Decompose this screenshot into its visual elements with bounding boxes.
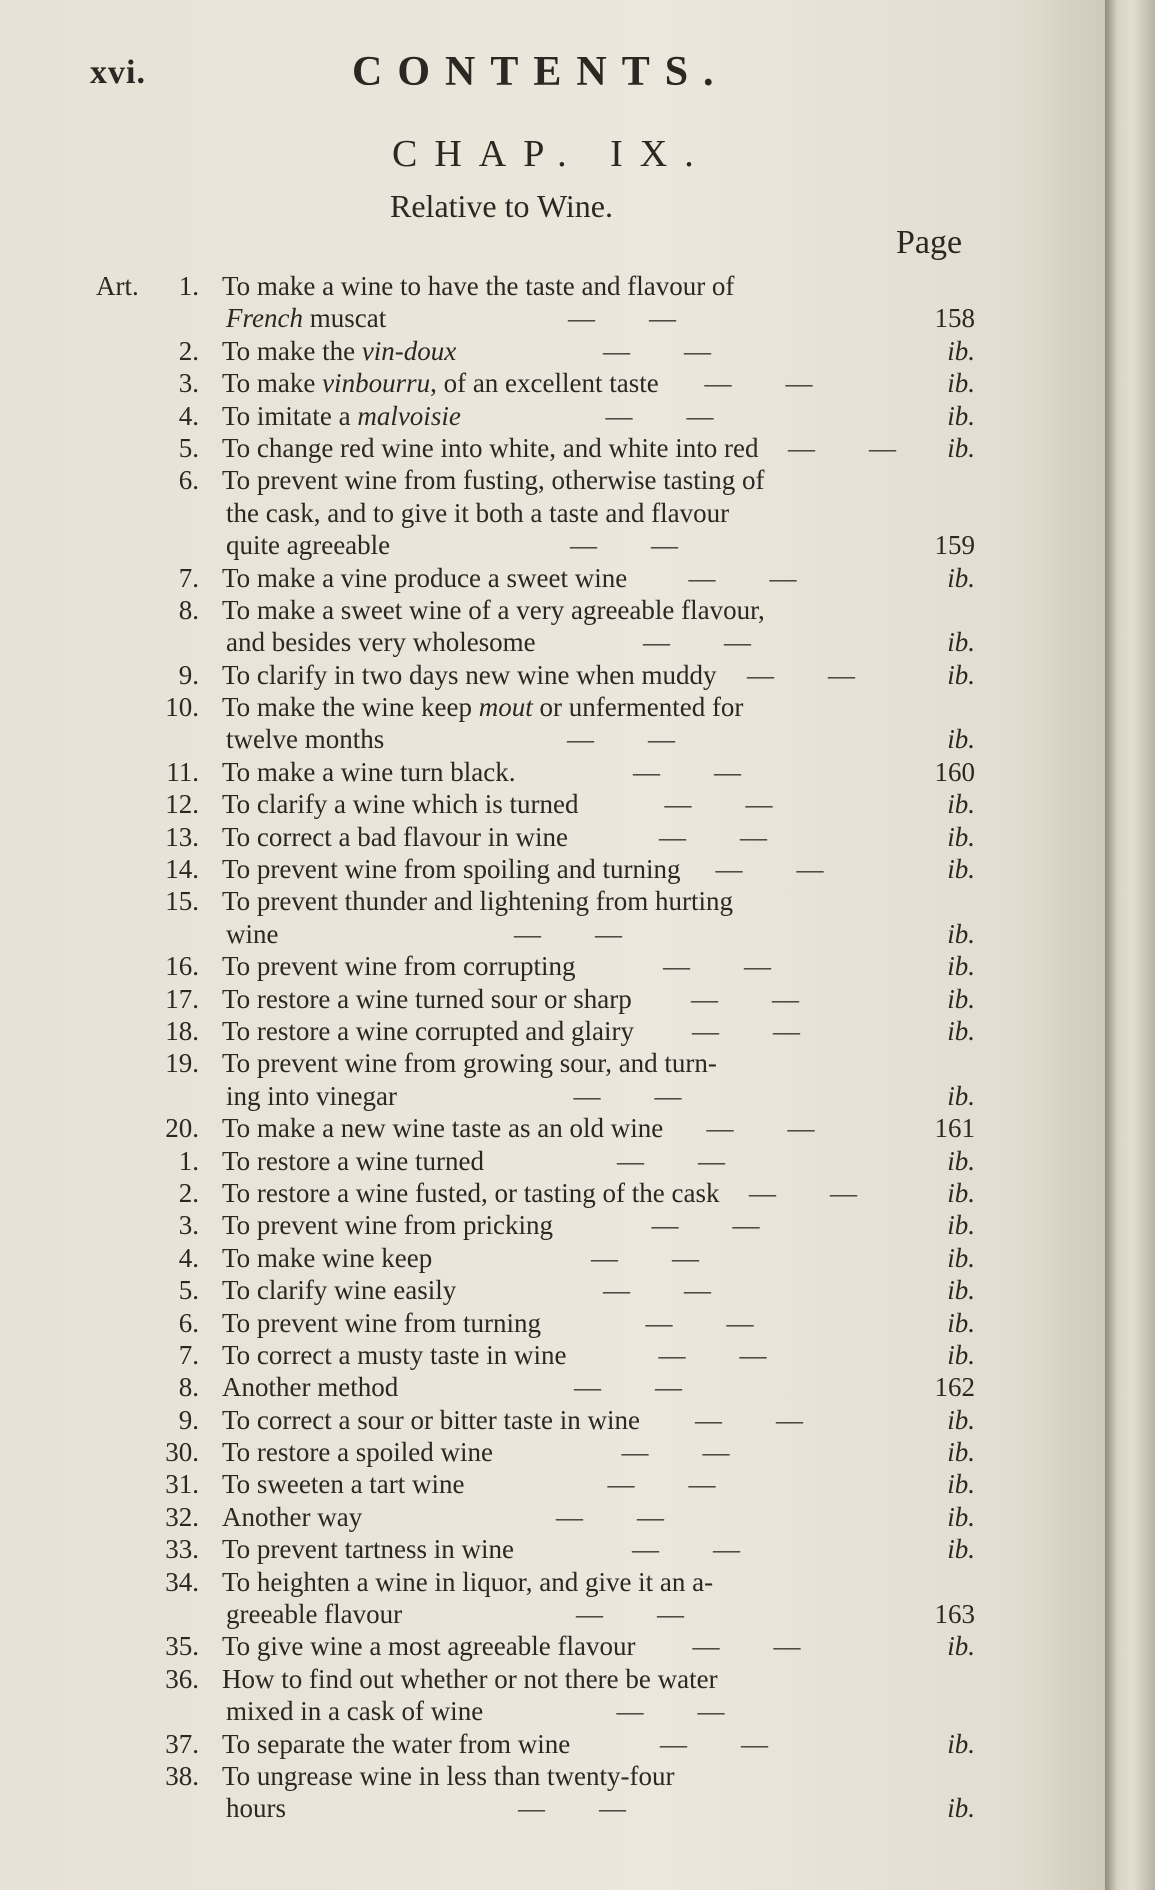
page-reference: ib. xyxy=(947,1728,975,1759)
leader-dashes: — — xyxy=(788,432,896,463)
entry-title: To make vinbourru, of an excellent taste xyxy=(222,368,659,399)
leader-dashes: — — xyxy=(659,821,767,852)
article-number: 3. xyxy=(178,368,199,399)
article-number: 2. xyxy=(178,1177,199,1208)
entry-line xyxy=(0,497,1105,529)
leader-dashes: — — xyxy=(706,1113,815,1144)
leader-dashes: — — xyxy=(691,983,799,1014)
page-reference: 162 xyxy=(934,1372,975,1403)
entry-line xyxy=(0,1112,1105,1144)
leader-dashes: — — xyxy=(567,724,675,755)
entry-title: mixed in a cask of wine xyxy=(226,1696,484,1727)
page-reference: ib. xyxy=(947,1534,975,1565)
page-reference: ib. xyxy=(947,1501,975,1532)
article-number: 2. xyxy=(178,335,199,366)
entry-line xyxy=(0,723,1105,755)
leader-dashes: — — xyxy=(664,789,773,820)
page-reference: ib. xyxy=(947,1242,975,1273)
entry-line xyxy=(0,270,1105,302)
contents-entry xyxy=(0,885,1105,950)
page-reference: 163 xyxy=(934,1599,975,1630)
entry-line xyxy=(0,529,1105,561)
leader-dashes: — — xyxy=(556,1501,664,1532)
entry-title: To make wine keep xyxy=(222,1242,433,1273)
contents-list xyxy=(0,270,1105,1825)
page-reference: ib. xyxy=(947,1177,975,1208)
leader-dashes: — — xyxy=(651,1210,760,1241)
entry-line xyxy=(0,950,1105,982)
entry-title: To prevent wine from spoiling and turning xyxy=(222,854,681,885)
contents-entry xyxy=(0,1663,1105,1728)
page-number: xvi. xyxy=(90,54,146,91)
contents-entry xyxy=(0,1209,1105,1241)
contents-entry xyxy=(0,1566,1105,1631)
entry-line xyxy=(0,1177,1105,1209)
leader-dashes: — — xyxy=(605,400,714,431)
contents-entry xyxy=(0,1404,1105,1436)
article-number: 5. xyxy=(178,432,199,463)
entry-title: twelve months xyxy=(226,724,385,755)
entry-title: To make a wine turn black. xyxy=(222,756,516,787)
entry-title: and besides very wholesome xyxy=(226,627,536,658)
leader-dashes: — — xyxy=(692,1015,800,1046)
entry-title: To restore a wine turned sour or sharp xyxy=(222,983,632,1014)
article-number: 4. xyxy=(178,1242,199,1273)
article-number: 5. xyxy=(178,1275,199,1306)
entry-line xyxy=(0,1307,1105,1339)
chapter-heading: CHAP. IX. xyxy=(392,133,711,175)
running-head xyxy=(0,48,1105,108)
entry-title: To correct a sour or bitter taste in wine xyxy=(222,1404,640,1435)
contents-entry xyxy=(0,853,1105,885)
page-reference: ib. xyxy=(947,1339,975,1370)
entry-title: To prevent tartness in wine xyxy=(222,1534,515,1565)
page-reference: 158 xyxy=(934,303,975,334)
leader-dashes: — — xyxy=(692,1631,801,1662)
entry-title: To clarify wine easily xyxy=(222,1275,457,1306)
page-reference: ib. xyxy=(947,1145,975,1176)
entry-title: To make a vine produce a sweet wine xyxy=(222,562,628,593)
entry-line xyxy=(0,1339,1105,1371)
contents-entry xyxy=(0,1047,1105,1112)
article-number: 34. xyxy=(165,1566,199,1597)
entry-line xyxy=(0,432,1105,464)
entry-title: To correct a bad flavour in wine xyxy=(222,821,568,852)
contents-entry xyxy=(0,1533,1105,1565)
entry-title: To prevent wine from growing sour, and turn- xyxy=(222,1048,717,1079)
contents-entry xyxy=(0,659,1105,691)
article-number: 19. xyxy=(165,1048,199,1079)
entry-title: To restore a wine fusted, or tasting of the cask xyxy=(222,1177,720,1208)
leader-dashes: — — xyxy=(607,1469,716,1500)
contents-entry xyxy=(0,270,1105,335)
leader-dashes: — — xyxy=(658,1339,767,1370)
leader-dashes: — — xyxy=(632,1534,740,1565)
contents-entry xyxy=(0,821,1105,853)
article-number: 3. xyxy=(178,1210,199,1241)
contents-entry xyxy=(0,1112,1105,1144)
contents-entry xyxy=(0,1728,1105,1760)
entry-line xyxy=(0,1663,1105,1695)
entry-line xyxy=(0,1436,1105,1468)
page-reference: ib. xyxy=(947,432,975,463)
entry-line xyxy=(0,1242,1105,1274)
page-reference: ib. xyxy=(947,659,975,690)
entry-line xyxy=(0,464,1105,496)
entry-title: To make a new wine taste as an old wine xyxy=(222,1113,664,1144)
entry-title: To prevent wine from corrupting xyxy=(222,951,576,982)
article-number: 17. xyxy=(165,983,199,1014)
page-reference: ib. xyxy=(947,724,975,755)
entry-line xyxy=(0,562,1105,594)
page-reference: ib. xyxy=(947,1469,975,1500)
entry-title: hours xyxy=(226,1793,286,1824)
article-number: 7. xyxy=(178,562,199,593)
leader-dashes: — — xyxy=(616,1696,725,1727)
page-reference: ib. xyxy=(947,335,975,366)
article-number: 33. xyxy=(165,1534,199,1565)
leader-dashes: — — xyxy=(573,1080,682,1111)
entry-line xyxy=(0,1598,1105,1630)
leader-dashes: — — xyxy=(570,530,678,561)
page-reference: ib. xyxy=(947,1404,975,1435)
page-reference: 161 xyxy=(934,1113,975,1144)
entry-line xyxy=(0,1274,1105,1306)
entry-title: French muscat xyxy=(226,303,387,334)
page-reference: ib. xyxy=(947,627,975,658)
entry-title: Another way xyxy=(222,1501,363,1532)
entry-line xyxy=(0,918,1105,950)
contents-entry xyxy=(0,562,1105,594)
entry-line xyxy=(0,1760,1105,1792)
entry-line xyxy=(0,1533,1105,1565)
contents-entry xyxy=(0,1501,1105,1533)
entry-line xyxy=(0,1566,1105,1598)
entry-line xyxy=(0,1630,1105,1662)
entry-line xyxy=(0,1047,1105,1079)
entry-title: To restore a spoiled wine xyxy=(222,1437,494,1468)
contents-title: CONTENTS. xyxy=(352,49,729,95)
entry-title: To ungrease wine in less than twenty-four xyxy=(222,1760,675,1791)
contents-entry xyxy=(0,950,1105,982)
leader-dashes: — — xyxy=(514,918,622,949)
entry-line xyxy=(0,1209,1105,1241)
article-number: 4. xyxy=(178,400,199,431)
contents-entry xyxy=(0,1760,1105,1825)
article-number: 11. xyxy=(166,756,199,787)
entry-title: To prevent wine from pricking xyxy=(222,1210,554,1241)
entry-title: To restore a wine corrupted and glairy xyxy=(222,1015,634,1046)
contents-entry xyxy=(0,1015,1105,1047)
article-number: 6. xyxy=(178,465,199,496)
article-number: 30. xyxy=(165,1437,199,1468)
entry-title: To sweeten a tart wine xyxy=(222,1469,465,1500)
article-number: 7. xyxy=(178,1339,199,1370)
article-label: Art. xyxy=(96,271,139,301)
page-reference: ib. xyxy=(947,562,975,593)
article-number: 16. xyxy=(165,951,199,982)
article-number: 13. xyxy=(165,821,199,852)
entry-line xyxy=(0,659,1105,691)
article-number: 9. xyxy=(178,1404,199,1435)
page-reference: ib. xyxy=(947,1307,975,1338)
entry-line xyxy=(0,853,1105,885)
entry-line xyxy=(0,983,1105,1015)
entry-title: To separate the water from wine xyxy=(222,1728,571,1759)
article-number: 1. xyxy=(178,1145,199,1176)
contents-entry xyxy=(0,1436,1105,1468)
entry-title: To give wine a most agreeable flavour xyxy=(222,1631,636,1662)
article-number: 18. xyxy=(165,1015,199,1046)
contents-entry xyxy=(0,1145,1105,1177)
page-reference: ib. xyxy=(947,1015,975,1046)
entry-line xyxy=(0,367,1105,399)
contents-entry xyxy=(0,1177,1105,1209)
article-number: 9. xyxy=(178,659,199,690)
entry-line xyxy=(0,1501,1105,1533)
page-column-label: Page xyxy=(896,224,963,261)
leader-dashes: — — xyxy=(645,1307,754,1338)
entry-line xyxy=(0,1371,1105,1403)
entry-title: wine xyxy=(226,918,279,949)
contents-entry xyxy=(0,1307,1105,1339)
contents-entry xyxy=(0,756,1105,788)
entry-title: ing into vinegar xyxy=(226,1080,397,1111)
entry-line xyxy=(0,335,1105,367)
entry-line xyxy=(0,1695,1105,1727)
entry-title: greeable flavour xyxy=(226,1599,403,1630)
contents-entry xyxy=(0,788,1105,820)
article-number: 12. xyxy=(165,789,199,820)
entry-line xyxy=(0,626,1105,658)
entry-line xyxy=(0,1468,1105,1500)
leader-dashes: — — xyxy=(591,1242,699,1273)
entry-line xyxy=(0,788,1105,820)
contents-entry xyxy=(0,1468,1105,1500)
leader-dashes: — — xyxy=(574,1372,682,1403)
leader-dashes: — — xyxy=(603,1275,711,1306)
article-number: 32. xyxy=(165,1501,199,1532)
article-number: 15. xyxy=(165,886,199,917)
book-gutter xyxy=(1105,0,1155,1890)
entry-line xyxy=(0,821,1105,853)
contents-entry xyxy=(0,367,1105,399)
leader-dashes: — — xyxy=(688,562,797,593)
contents-entry xyxy=(0,691,1105,756)
article-number: 38. xyxy=(165,1760,199,1791)
chapter-subject: Relative to Wine. xyxy=(390,188,613,224)
page-reference: ib. xyxy=(947,1275,975,1306)
contents-entry xyxy=(0,335,1105,367)
entry-line xyxy=(0,400,1105,432)
contents-entry xyxy=(0,1242,1105,1274)
page-reference: ib. xyxy=(947,1631,975,1662)
leader-dashes: — — xyxy=(715,854,824,885)
entry-line xyxy=(0,1080,1105,1112)
contents-entry xyxy=(0,983,1105,1015)
entry-title: To make a wine to have the taste and flavour of xyxy=(222,271,735,301)
leader-dashes: — — xyxy=(749,1177,857,1208)
entry-title: To prevent wine from turning xyxy=(222,1307,542,1338)
article-number: 35. xyxy=(165,1631,199,1662)
entry-line xyxy=(0,1728,1105,1760)
entry-title: To make the wine keep mout or unfermented for xyxy=(222,692,744,723)
page-reference: ib. xyxy=(947,1437,975,1468)
entry-title: How to find out whether or not there be water xyxy=(222,1663,718,1694)
article-number: 1. xyxy=(178,271,199,301)
leader-dashes: — — xyxy=(660,1728,768,1759)
leader-dashes: — — xyxy=(747,659,855,690)
leader-dashes: — — xyxy=(568,303,676,334)
entry-title: the cask, and to give it both a taste and flavour xyxy=(226,497,730,528)
page-reference: ib. xyxy=(947,918,975,949)
article-number: 14. xyxy=(165,854,199,885)
article-number: 20. xyxy=(165,1113,199,1144)
page-reference: ib. xyxy=(947,821,975,852)
entry-title: To restore a wine turned xyxy=(222,1145,485,1176)
contents-entry xyxy=(0,400,1105,432)
entry-line xyxy=(0,1404,1105,1436)
leader-dashes: — — xyxy=(617,1145,725,1176)
contents-entry xyxy=(0,464,1105,561)
contents-entry xyxy=(0,1371,1105,1403)
article-number: 10. xyxy=(165,692,199,723)
contents-entry xyxy=(0,594,1105,659)
page-reference: ib. xyxy=(947,400,975,431)
article-number: 6. xyxy=(178,1307,199,1338)
entry-title: To clarify in two days new wine when muddy xyxy=(222,659,717,690)
entry-line xyxy=(0,1015,1105,1047)
entry-title: To prevent wine from fusting, otherwise tasting of xyxy=(222,465,765,496)
article-number: 8. xyxy=(178,1372,199,1403)
leader-dashes: — — xyxy=(704,368,813,399)
page-reference: ib. xyxy=(947,1210,975,1241)
article-number: 31. xyxy=(165,1469,199,1500)
page-reference: ib. xyxy=(947,951,975,982)
entry-line xyxy=(0,885,1105,917)
entry-title: To prevent thunder and lightening from hurting xyxy=(222,886,733,917)
page-reference: ib. xyxy=(947,983,975,1014)
page-reference: ib. xyxy=(947,789,975,820)
leader-dashes: — — xyxy=(643,627,751,658)
entry-line xyxy=(0,1792,1105,1824)
entry-title: To make the vin-doux xyxy=(222,335,457,366)
page-reference: ib. xyxy=(947,1080,975,1111)
entry-line xyxy=(0,594,1105,626)
entry-title: To clarify a wine which is turned xyxy=(222,789,579,820)
leader-dashes: — — xyxy=(518,1793,626,1824)
contents-entry xyxy=(0,1274,1105,1306)
entry-title: quite agreeable xyxy=(226,530,391,561)
article-number: 8. xyxy=(178,594,199,625)
article-number: 37. xyxy=(165,1728,199,1759)
contents-entry xyxy=(0,432,1105,464)
entry-line xyxy=(0,302,1105,334)
page-reference: ib. xyxy=(947,1793,975,1824)
leader-dashes: — — xyxy=(695,1404,803,1435)
contents-entry xyxy=(0,1339,1105,1371)
entry-title: To correct a musty taste in wine xyxy=(222,1339,567,1370)
leader-dashes: — — xyxy=(621,1437,730,1468)
contents-entry xyxy=(0,1630,1105,1662)
entry-line xyxy=(0,1145,1105,1177)
page-reference: 160 xyxy=(934,756,975,787)
entry-line xyxy=(0,691,1105,723)
leader-dashes: — — xyxy=(603,335,711,366)
leader-dashes: — — xyxy=(633,756,741,787)
page-reference: ib. xyxy=(947,368,975,399)
entry-title: Another method xyxy=(222,1372,399,1403)
entry-title: To make a sweet wine of a very agreeable flavour, xyxy=(222,594,765,625)
leader-dashes: — — xyxy=(576,1599,684,1630)
page-reference: ib. xyxy=(947,854,975,885)
entry-title: To change red wine into white, and white into red xyxy=(222,432,759,463)
entry-title: To imitate a malvoisie xyxy=(222,400,461,431)
page-reference: 159 xyxy=(934,530,975,561)
leader-dashes: — — xyxy=(663,951,771,982)
entry-line xyxy=(0,756,1105,788)
entry-title: To heighten a wine in liquor, and give it an a- xyxy=(222,1566,714,1597)
article-number: 36. xyxy=(165,1663,199,1694)
